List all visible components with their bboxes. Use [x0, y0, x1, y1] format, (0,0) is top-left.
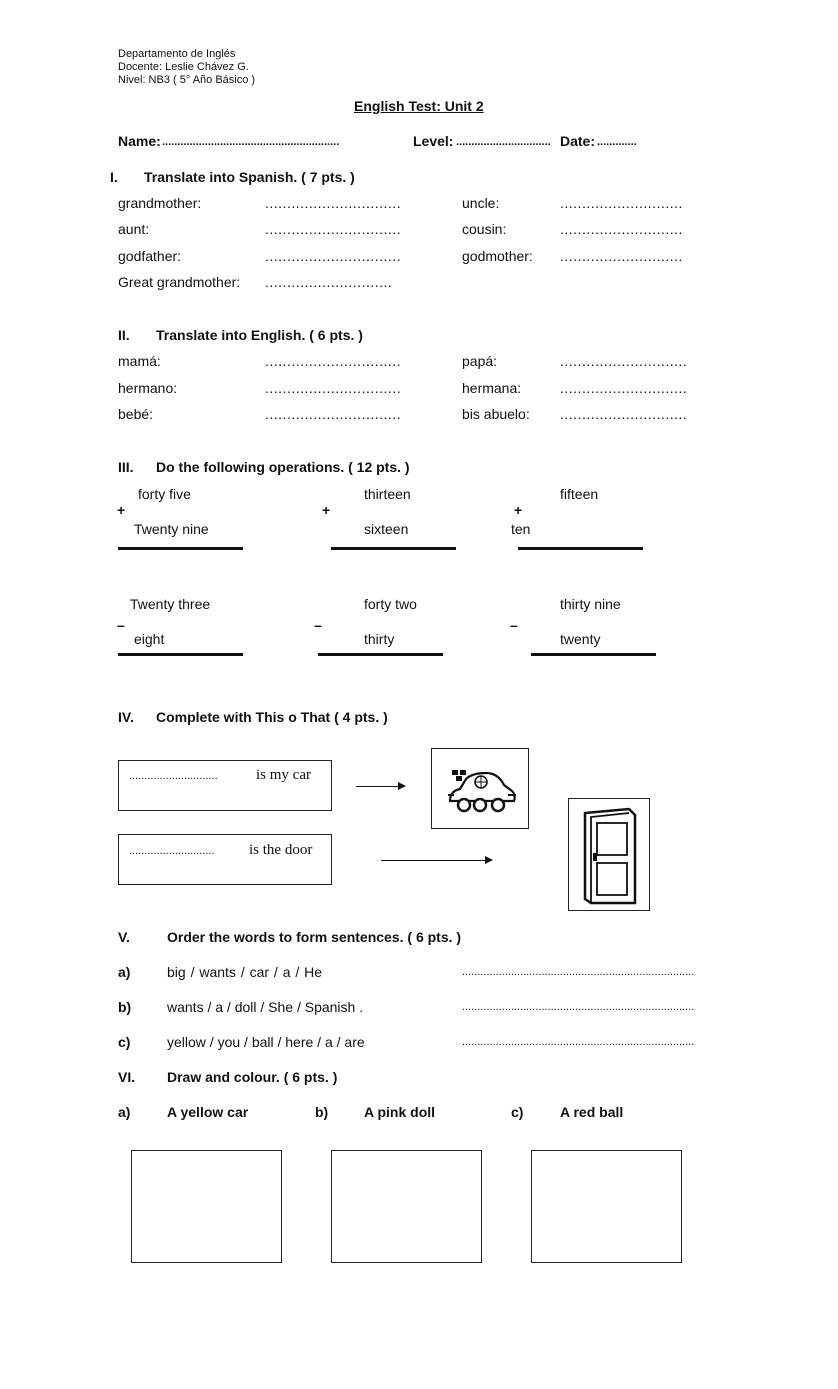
section6-numeral: VI. — [118, 1069, 136, 1085]
s1-word: grandmother: — [118, 195, 202, 211]
item-letter: c) — [118, 1034, 131, 1050]
s2-word: papá: — [462, 353, 498, 369]
s1-answer-field[interactable]: ............................ — [560, 195, 683, 211]
date-field[interactable]: ............. — [597, 136, 637, 148]
drawing-box-ball[interactable] — [531, 1150, 682, 1263]
section4-numeral: IV. — [118, 709, 134, 725]
plus-sign: + — [117, 502, 126, 518]
operation-bottom-number: sixteen — [364, 521, 409, 537]
item-letter: a) — [118, 964, 131, 980]
operation-bottom-number: eight — [134, 631, 165, 647]
item-letter: b) — [315, 1104, 329, 1120]
item-letter: b) — [118, 999, 132, 1015]
scrambled-words: wants / a / doll / She / Spanish . — [167, 999, 364, 1015]
minus-sign: – — [314, 617, 322, 633]
s2-answer-field[interactable]: ............................... — [265, 406, 402, 422]
minus-sign: – — [117, 617, 125, 633]
draw-label: A red ball — [560, 1104, 624, 1120]
level-field[interactable]: ............................... — [456, 136, 551, 148]
s1-answer-field[interactable]: ............................... — [265, 248, 402, 264]
arrow-right-icon — [356, 786, 404, 787]
level-line: Nivel: NB3 ( 5° Año Básico ) — [118, 74, 256, 86]
s2-answer-field[interactable]: ............................... — [265, 380, 402, 396]
operation-top-number: forty five — [138, 486, 191, 502]
operation-top-number: thirty nine — [560, 596, 621, 612]
car-icon — [446, 767, 518, 815]
draw-label: A pink doll — [364, 1104, 436, 1120]
s1-word: cousin: — [462, 221, 507, 237]
s2-answer-field[interactable]: ............................... — [265, 353, 402, 369]
answer-line[interactable] — [118, 547, 243, 550]
s2-answer-field[interactable]: ............................. — [560, 406, 688, 422]
plus-sign: + — [322, 502, 331, 518]
operation-bottom-number: twenty — [560, 631, 601, 647]
s2-word: bis abuelo: — [462, 406, 530, 422]
date-label: Date: — [560, 133, 596, 149]
operation-top-number: forty two — [364, 596, 417, 612]
minus-sign: – — [510, 617, 518, 633]
operation-bottom-number: ten — [511, 521, 531, 537]
s1-answer-field[interactable]: ............................... — [265, 221, 402, 237]
arrow-right-icon — [381, 860, 491, 861]
item-letter: a) — [118, 1104, 131, 1120]
section3-title: Do the following operations. ( 12 pts. ) — [156, 459, 410, 475]
s1-word: aunt: — [118, 221, 150, 237]
s2-word: bebé: — [118, 406, 154, 422]
sentence-answer-field[interactable]: ............................................................................ — [462, 966, 695, 978]
operation-bottom-number: Twenty nine — [134, 521, 209, 537]
s2-word: hermana: — [462, 380, 522, 396]
answer-line[interactable] — [331, 547, 456, 550]
section5-numeral: V. — [118, 929, 130, 945]
answer-line[interactable] — [518, 547, 643, 550]
operation-top-number: Twenty three — [130, 596, 211, 612]
sentence-answer-field[interactable]: ............................................................................ — [462, 1001, 695, 1013]
this-that-answer-field[interactable]: ............................ — [129, 845, 215, 857]
sentence-answer-field[interactable]: ............................................................................ — [462, 1036, 695, 1048]
section1-numeral: I. — [110, 169, 118, 185]
name-field[interactable]: .......................................................... — [162, 136, 340, 148]
section5-title: Order the words to form sentences. ( 6 pts. ) — [167, 929, 462, 945]
plus-sign: + — [514, 502, 523, 518]
operation-bottom-number: thirty — [364, 631, 395, 647]
s1-answer-field[interactable]: ............................... — [265, 195, 402, 211]
department-line: Departamento de Inglés — [118, 48, 236, 60]
s1-answer-field[interactable]: ............................ — [560, 221, 683, 237]
s2-answer-field[interactable]: ............................. — [560, 380, 688, 396]
s2-word: hermano: — [118, 380, 178, 396]
scrambled-words: big / wants / car / a / He — [167, 964, 323, 980]
section2-numeral: II. — [118, 327, 130, 343]
this-that-box[interactable] — [118, 760, 332, 811]
answer-line[interactable] — [318, 653, 443, 656]
car-picture-box — [431, 748, 529, 829]
s1-answer-field[interactable]: ............................. — [265, 274, 393, 290]
door-icon — [579, 807, 641, 905]
s1-word: godmother: — [462, 248, 533, 264]
item-letter: c) — [511, 1104, 524, 1120]
s2-word: mamá: — [118, 353, 161, 369]
s2-answer-field[interactable]: ............................. — [560, 353, 688, 369]
this-that-answer-field[interactable]: ............................. — [129, 770, 218, 782]
level-label: Level: — [413, 133, 454, 149]
section1-title: Translate into Spanish. ( 7 pts. ) — [144, 169, 355, 185]
scrambled-words: yellow / you / ball / here / a / are — [167, 1034, 365, 1050]
s1-word: uncle: — [462, 195, 500, 211]
s1-answer-field[interactable]: ............................ — [560, 248, 683, 264]
this-that-box[interactable] — [118, 834, 332, 885]
this-that-sentence: is the door — [249, 842, 313, 858]
teacher-line: Docente: Leslie Chávez G. — [118, 61, 249, 73]
this-that-sentence: is my car — [256, 767, 311, 783]
drawing-box-car[interactable] — [131, 1150, 282, 1263]
section6-title: Draw and colour. ( 6 pts. ) — [167, 1069, 338, 1085]
section4-title: Complete with This o That ( 4 pts. ) — [156, 709, 388, 725]
section3-numeral: III. — [118, 459, 134, 475]
s1-word: Great grandmother: — [118, 274, 241, 290]
answer-line[interactable] — [531, 653, 656, 656]
section2-title: Translate into English. ( 6 pts. ) — [156, 327, 363, 343]
page-title: English Test: Unit 2 — [354, 98, 484, 114]
draw-label: A yellow car — [167, 1104, 249, 1120]
operation-top-number: fifteen — [560, 486, 599, 502]
drawing-box-doll[interactable] — [331, 1150, 482, 1263]
door-picture-box — [568, 798, 650, 911]
operation-top-number: thirteen — [364, 486, 411, 502]
name-label: Name: — [118, 133, 161, 149]
answer-line[interactable] — [118, 653, 243, 656]
s1-word: godfather: — [118, 248, 182, 264]
